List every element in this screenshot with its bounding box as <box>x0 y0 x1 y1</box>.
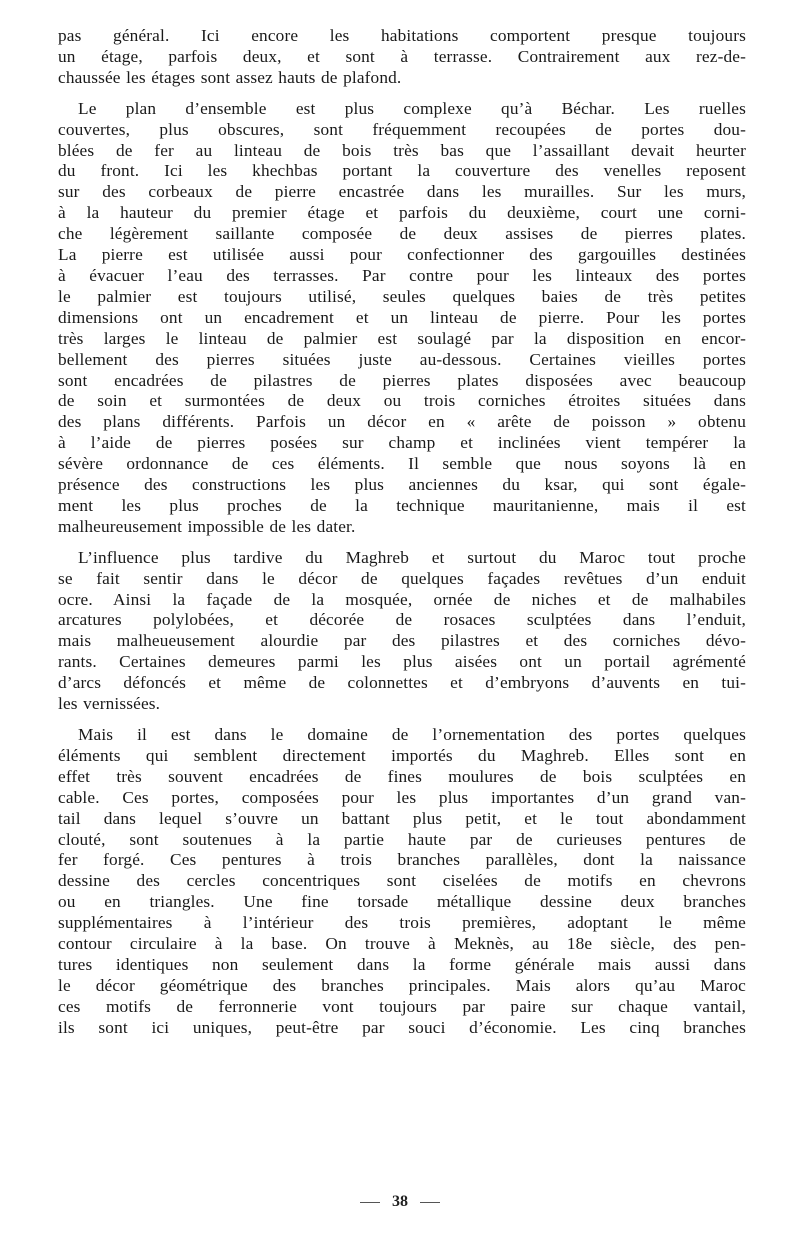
paragraph <box>58 26 746 89</box>
text-line: tures identiques non seulement dans la forme générale mais aussi dans <box>58 954 746 974</box>
text-line: de soin et surmontées de deux ou trois corniches étroites situées dans <box>58 391 746 411</box>
paragraph <box>58 725 746 1039</box>
text-line: L’influence plus tardive du Maghreb et surtout du Maroc tout proche <box>78 547 746 567</box>
text-line: des plans différents. Parfois un décor en « arête de poisson » obtenu <box>58 412 746 432</box>
text-line: ils sont ici uniques, peut-être par souci d’économie. Les cinq branches <box>58 1017 746 1037</box>
text-line: les vernissées. <box>58 694 161 714</box>
text-line: Le plan d’ensemble est plus complexe qu’à Béchar. Les ruelles <box>78 98 746 118</box>
page-number-dash-left <box>360 1202 380 1203</box>
text-line: fer forgé. Ces pentures à trois branches parallèles, dont la naissance <box>58 850 746 870</box>
page-number-dash-right <box>420 1202 440 1203</box>
text-line: très larges le linteau de palmier est soulagé par la disposition en encor- <box>58 328 746 348</box>
paragraph <box>58 99 746 538</box>
text-line: bellement des pierres situées juste au-dessous. Certaines vieilles portes <box>58 349 746 369</box>
text-line: mais malheueusement alourdie par des pilastres et des corniches dévo- <box>58 631 746 651</box>
text-line: La pierre est utilisée aussi pour confectionner des gargouilles destinées <box>58 245 746 265</box>
page-number <box>0 1193 800 1211</box>
text-line: pas général. Ici encore les habitations comportent presque toujours <box>58 26 746 45</box>
page-body <box>58 26 746 1039</box>
text-line: éléments qui semblent directement importés du Maghreb. Elles sont en <box>58 745 746 765</box>
text-line: couvertes, plus obscures, sont fréquemment recoupées de portes dou- <box>58 119 746 139</box>
text-line: ces motifs de ferronnerie vont toujours par paire sur chaque vantail, <box>58 996 746 1016</box>
text-line: sont encadrées de pilastres de pierres plates disposées avec beaucoup <box>58 370 746 390</box>
text-line: rants. Certaines demeures parmi les plus aisées ont un portail agrémenté <box>58 652 746 672</box>
text-line: chaussée les étages sont assez hauts de plafond. <box>58 67 402 87</box>
text-line: du front. Ici les khechbas portant la couverture des venelles reposent <box>58 161 746 181</box>
text-line: à la hauteur du premier étage et parfois du deuxième, court une corni- <box>58 203 746 223</box>
text-line: clouté, sont soutenues à la partie haute par de curieuses pentures de <box>58 829 746 849</box>
text-line: ou en triangles. Une fine torsade métallique dessine deux branches <box>58 892 746 912</box>
paragraph <box>58 548 746 715</box>
text-line: effet très souvent encadrées de fines moulures de bois sculptées en <box>58 766 746 786</box>
text-line: ment les plus proches de la technique mauritanienne, mais il est <box>58 495 746 515</box>
text-line: che légèrement saillante composée de deux assises de pierres plates. <box>58 224 746 244</box>
text-line: sur des corbeaux de pierre encastrée dans les murailles. Sur les murs, <box>58 182 746 202</box>
text-line: malheureusement impossible de les dater. <box>58 516 356 536</box>
text-line: contour circulaire à la base. On trouve à Meknès, au 18e siècle, des pen- <box>58 934 746 954</box>
text-line: à évacuer l’eau des terrasses. Par contre pour les linteaux des portes <box>58 265 746 285</box>
text-line: Mais il est dans le domaine de l’ornementation des portes quelques <box>78 725 746 744</box>
text-line: à l’aide de pierres posées sur champ et inclinées vient tempérer la <box>58 433 746 453</box>
text-line: blées de fer au linteau de bois très bas que l’assaillant devait heurter <box>58 140 746 160</box>
text-line: présence des constructions les plus anciennes du ksar, qui sont égale- <box>58 475 746 495</box>
text-line: se fait sentir dans le décor de quelques façades revêtues d’un enduit <box>58 568 746 588</box>
text-line: dessine des cercles concentriques sont ciselées de motifs en chevrons <box>58 871 746 891</box>
text-line: ocre. Ainsi la façade de la mosquée, ornée de niches et de malhabiles <box>58 589 746 609</box>
text-line: un étage, parfois deux, et sont à terrasse. Contrairement aux rez-de- <box>58 46 746 66</box>
page-number-value: 38 <box>392 1193 408 1210</box>
text-line: le palmier est toujours utilisé, seules quelques baies de très petites <box>58 286 746 306</box>
text-line: dimensions ont un encadrement et un linteau de pierre. Pour les portes <box>58 307 746 327</box>
text-line: d’arcs défoncés et même de colonnettes et d’embryons d’auvents en tui- <box>58 673 746 693</box>
text-line: supplémentaires à l’intérieur des trois premières, adoptant le même <box>58 913 746 933</box>
text-line: tail dans lequel s’ouvre un battant plus petit, et le tout abondamment <box>58 808 746 828</box>
text-line: cable. Ces portes, composées pour les plus importantes d’un grand van- <box>58 787 746 807</box>
text-line: arcatures polylobées, et décorée de rosaces sculptées dans l’enduit, <box>58 610 746 630</box>
text-line: sévère ordonnance de ces éléments. Il semble que nous soyons là en <box>58 454 746 474</box>
text-line: le décor géométrique des branches principales. Mais alors qu’au Maroc <box>58 975 746 995</box>
